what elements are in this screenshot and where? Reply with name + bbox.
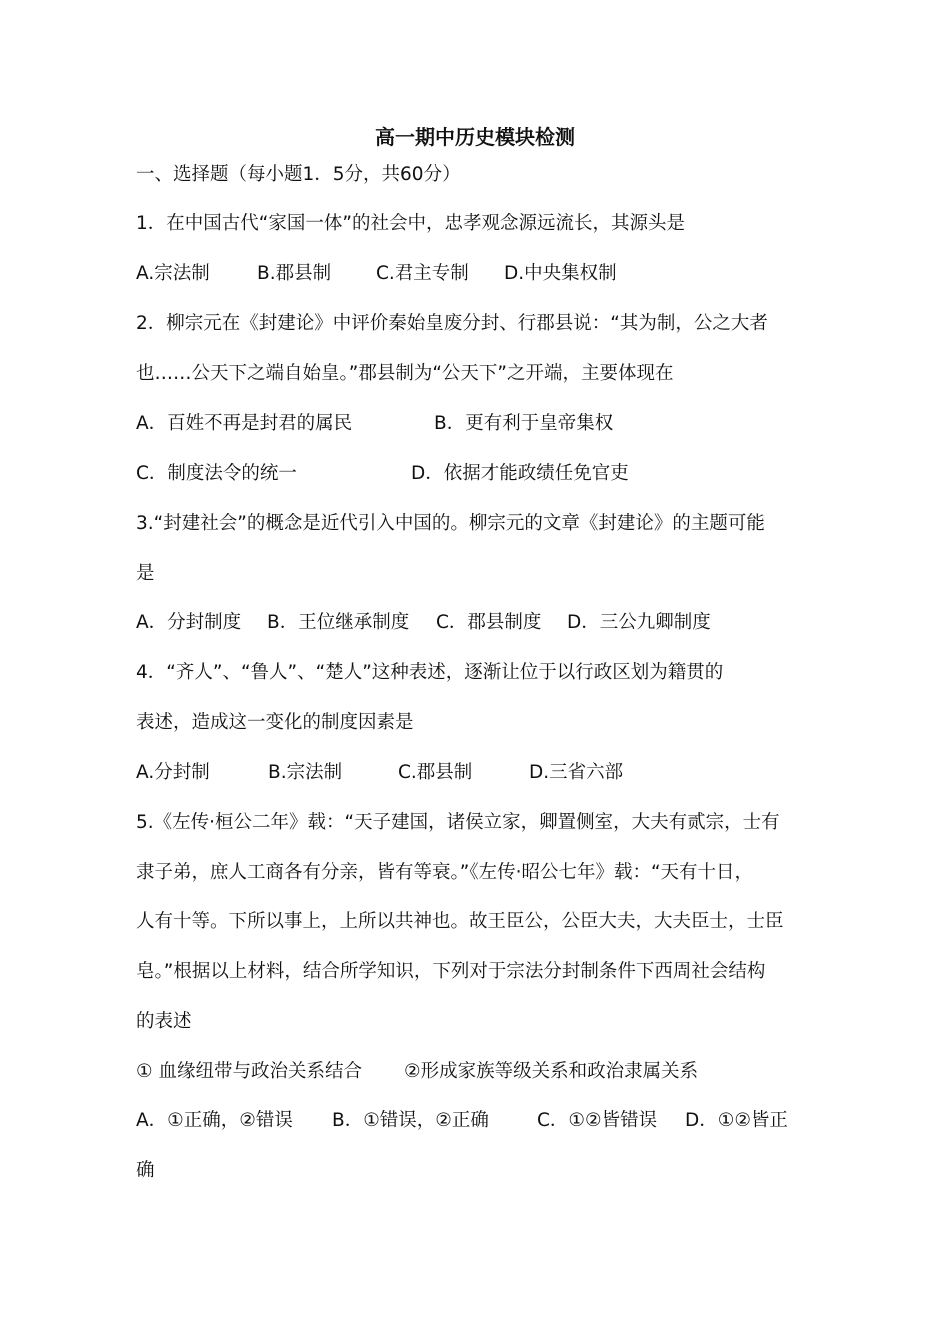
- question-5-statement-1: ① 血缘纽带与政治关系结合: [136, 1061, 362, 1082]
- question-5-options: [136, 1106, 788, 1136]
- question-5-stem-line-2: 隶子弟，庶人工商各有分亲，皆有等衰。”《左传·昭公七年》载：“天有十日，: [136, 862, 754, 883]
- question-5-option-c: C．①②皆错误: [537, 1110, 658, 1131]
- question-2-stem-line-1: 2．柳宗元在《封建论》中评价秦始皇废分封、行郡县说：“其为制，公之大者: [136, 313, 768, 334]
- question-5-option-b: B．①错误，②正确: [332, 1110, 489, 1131]
- question-1-options: [136, 259, 617, 289]
- question-5-statement-2: ②形成家族等级关系和政治隶属关系: [404, 1061, 699, 1082]
- question-5-stem-line-4: 皂。”根据以上材料，结合所学知识，下列对于宗法分封制条件下西周社会结构: [136, 961, 766, 982]
- question-1-option-a: A.宗法制: [136, 263, 210, 284]
- question-2-options-row-1: [136, 409, 613, 439]
- question-5-stem-line-5: 的表述: [136, 1011, 192, 1032]
- question-3-options: [136, 608, 711, 638]
- question-3-option-a: A．分封制度: [136, 612, 242, 633]
- section-heading: 一、选择题（每小题1．5分，共60分）: [136, 164, 461, 185]
- question-4-option-c: C.郡县制: [398, 762, 473, 783]
- page-title: 高一期中历史模块检测: [375, 125, 575, 149]
- question-4-option-d: D.三省六部: [529, 762, 624, 783]
- question-2-stem-line-2: 也……公天下之端自始皇。”郡县制为“公天下”之开端，主要体现在: [136, 363, 674, 384]
- question-5-option-d: D．①②皆正: [685, 1110, 788, 1131]
- question-1-option-d: D.中央集权制: [504, 263, 617, 284]
- question-3-option-d: D．三公九卿制度: [567, 612, 711, 633]
- question-2-option-c: C．制度法令的统一: [136, 463, 297, 484]
- question-5-stem-line-1: 5.《左传·桓公二年》载：“天子建国，诸侯立家，卿置侧室，大夫有贰宗，士有: [136, 812, 780, 833]
- question-3-stem-line-1: 3.“封建社会”的概念是近代引入中国的。柳宗元的文章《封建论》的主题可能: [136, 513, 765, 534]
- question-3-stem-line-2: 是: [136, 563, 155, 584]
- question-4-option-a: A.分封制: [136, 762, 210, 783]
- question-5-statements: [136, 1057, 698, 1087]
- question-3-option-c: C．郡县制度: [436, 612, 542, 633]
- question-3-option-b: B．王位继承制度: [267, 612, 410, 633]
- question-4-stem-line-1: 4．“齐人”、“鲁人”、“楚人”这种表述，逐渐让位于以行政区划为籍贯的: [136, 662, 724, 683]
- question-4-options: [136, 758, 623, 788]
- question-4-option-b: B.宗法制: [268, 762, 343, 783]
- question-4-stem-line-2: 表述，造成这一变化的制度因素是: [136, 712, 414, 733]
- question-1-option-b: B.郡县制: [257, 263, 332, 284]
- question-5-option-a: A．①正确，②错误: [136, 1110, 293, 1131]
- question-2-option-b: B．更有利于皇帝集权: [434, 413, 614, 434]
- question-5-stem-line-3: 人有十等。下所以事上，上所以共神也。故王臣公，公臣大夫，大夫臣士，士臣: [136, 911, 784, 932]
- question-2-option-a: A．百姓不再是封君的属民: [136, 413, 353, 434]
- question-2-options-row-2: [136, 459, 629, 489]
- question-5-options-tail: 确: [136, 1160, 155, 1181]
- question-2-option-d: D．依据才能政绩任免官吏: [411, 463, 629, 484]
- question-1-stem: 1．在中国古代“家国一体”的社会中，忠孝观念源远流长，其源头是: [136, 213, 685, 234]
- question-1-option-c: C.君主专制: [376, 263, 469, 284]
